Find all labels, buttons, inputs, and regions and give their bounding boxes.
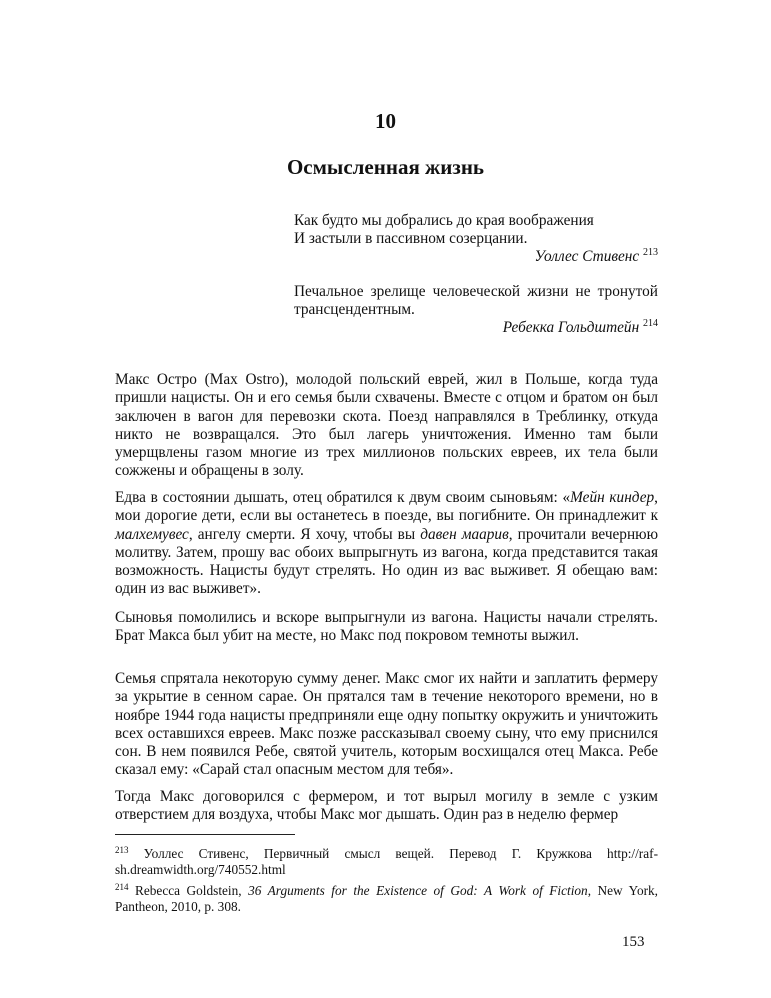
page-number: 153: [622, 934, 645, 950]
epigraph-attribution: [294, 248, 658, 266]
footnote-divider: [115, 834, 295, 835]
epigraph-line: Как будто мы добрались до края воображения: [294, 212, 594, 229]
paragraph: Сыновья помолились и вскоре выпрыгнули из вагона. Нацисты начали стрелять. Брат Макса был убит на месте, но Макс под покровом темноты выжил.: [115, 609, 658, 645]
paragraph: [115, 489, 658, 599]
footnote-text: Rebecca Goldstein,: [128, 882, 249, 898]
epigraph-author: Ребекка Гольдштейн: [502, 319, 640, 336]
epigraph-stevens: [294, 212, 658, 266]
footnote-number: 214: [115, 881, 129, 892]
paragraph: Тогда Макс договорился с фермером, и тот вырыл могилу в земле с узким отверстием для воздуха, чтобы Макс мог дышать. Один раз в неделю фермер: [115, 788, 658, 824]
epigraph-goldstein: [294, 283, 658, 337]
paragraph: Макс Остро (Max Ostro), молодой польский еврей, жил в Польше, когда туда пришли нацисты. Он и его семья были схвачены. Вместе с отцом и братом он был заключен в вагон для перевозки скота. Поезд направлялся в Треблинку, откуда никто не возвращался. Это был лагерь уничтожения. Именно там были умерщвлены газом многие из трех миллионов польских евреев, их тела были сожжены и обращены в золу.: [115, 371, 658, 480]
footnote: [115, 842, 658, 879]
chapter-number: 10: [375, 109, 396, 133]
epigraph-author: Уоллес Стивенс: [534, 248, 640, 265]
footnote-ref[interactable]: 213: [643, 247, 658, 258]
text-run: , ангелу смерти. Я хочу, чтобы вы: [188, 525, 421, 543]
epigraph-text: Печальное зрелище человеческой жизни не тронутой трансцендентным.: [294, 283, 658, 318]
chapter-title: Осмысленная жизнь: [286, 155, 485, 179]
text-run: , мои дорогие дети, если вы останетесь в поезде, вы погибните. Он принадлежит к: [115, 489, 658, 525]
paragraph: Семья спрятала некоторую сумму денег. Макс смог их найти и заплатить фермеру за укрытие в сенном сарае. Он прятался там в течение некоторого времени, но в ноябре 1944 года нацисты предприняли еще одну попытку окружить и уничтожить всех оставшихся евреев. Макс позже рассказывал своему сыну, что ему приснился сон. В нем появился Ребе, святой учитель, которым восхищался отец Макса. Ребе сказал ему: «Сарай стал опасным местом для тебя».: [115, 670, 658, 779]
italic-term: малхемувес: [115, 525, 189, 543]
footnote-text: , New York, Pantheon, 2010, p. 308.: [115, 882, 658, 915]
italic-term: Мейн киндер: [570, 489, 655, 506]
epigraph-line: И застыли в пассивном созерцании.: [294, 230, 528, 247]
footnote-ref[interactable]: 214: [643, 318, 658, 329]
footnote-book-title: 36 Arguments for the Existence of God: A Work of Fiction: [248, 882, 588, 898]
text-run: Едва в состоянии дышать, отец обратился к двум своим сыновьям: «: [115, 489, 571, 506]
text-run: , прочитали вечернюю молитву. Затем, прошу вас обоих выпрыгнуть из вагона, когда представится такая возможность. Нацисты будут стрелять. Но один из вас выживет. Я обещаю вам: один из вас выживет».: [115, 525, 658, 598]
footnote: [115, 879, 658, 916]
italic-term: давен маарив: [420, 525, 509, 543]
footnote-number: 213: [115, 845, 129, 855]
epigraph-attribution: [294, 319, 658, 337]
footnote-text: Уоллес Стивенс, Первичный смысл вещей. Перевод Г. Кружкова http://raf-sh.dreamwidth.org/740552.html: [115, 846, 658, 878]
footnotes: [115, 842, 658, 916]
